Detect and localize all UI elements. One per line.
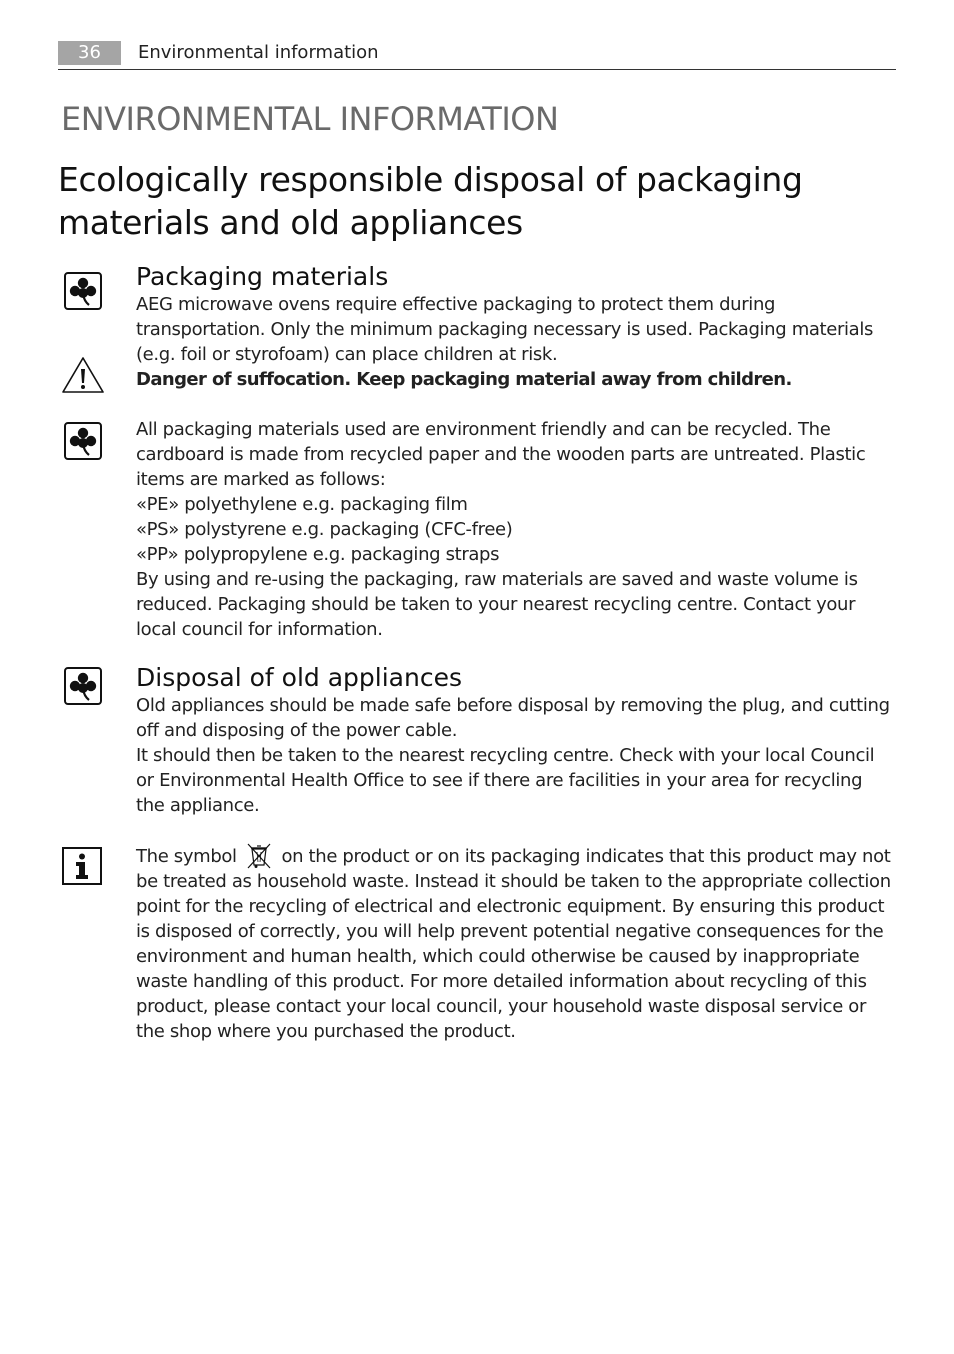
- text-line: It should then be taken to the nearest recycling centre. Check with your local Council: [136, 745, 875, 766]
- text-line: reduced. Packaging should be taken to your nearest recycling centre. Contact your: [136, 594, 856, 615]
- shamrock-recycling-icon: [64, 667, 102, 705]
- text-line: environment and human health, which could otherwise be caused by inappropriate: [136, 946, 860, 967]
- text-line: off and disposing of the power cable.: [136, 720, 458, 741]
- text-line: transportation. Only the minimum packaging necessary is used. Packaging materials: [136, 319, 874, 340]
- text-line: (e.g. foil or styrofoam) can place children at risk.: [136, 344, 558, 365]
- page-title-line-1: Ecologically responsible disposal of packaging: [58, 160, 803, 199]
- text-line: product, please contact your local council, your household waste disposal service or: [136, 996, 867, 1017]
- text-line: is disposed of correctly, you will help prevent potential negative consequences for the: [136, 921, 884, 942]
- disposal-text: [136, 693, 896, 818]
- text-line: the shop where you purchased the product.: [136, 1021, 516, 1042]
- running-title: Environmental information: [138, 42, 379, 63]
- page-title: [58, 158, 888, 244]
- text-line: By using and re-using the packaging, raw materials are saved and waste volume is: [136, 569, 858, 590]
- crossed-out-wheelie-bin-icon: [242, 843, 276, 869]
- text-line: point for the recycling of electrical and electronic equipment. By ensuring this product: [136, 896, 885, 917]
- text-line: cardboard is made from recycled paper and the wooden parts are untreated. Plastic: [136, 444, 866, 465]
- section-title: ENVIRONMENTAL INFORMATION: [61, 100, 559, 138]
- running-header: [58, 40, 896, 70]
- plastic-code-pe: «PE» polyethylene e.g. packaging film: [136, 494, 468, 515]
- text-line: items are marked as follows:: [136, 469, 386, 490]
- text-line: or Environmental Health Office to see if there are facilities in your area for recycling: [136, 770, 863, 791]
- weee-symbol-note: [136, 843, 896, 1044]
- disposal-heading: Disposal of old appliances: [136, 663, 462, 692]
- packaging-intro: [136, 292, 896, 367]
- text-line: Old appliances should be made safe before disposal by removing the plug, and cutting: [136, 695, 890, 716]
- page-title-line-2: materials and old appliances: [58, 203, 523, 242]
- text-line: [136, 843, 896, 869]
- suffocation-warning: Danger of suffocation. Keep packaging material away from children.: [136, 369, 792, 390]
- text-line: local council for information.: [136, 619, 383, 640]
- text-line: All packaging materials used are environment friendly and can be recycled. The: [136, 419, 831, 440]
- text-line: AEG microwave ovens require effective packaging to protect them during: [136, 294, 776, 315]
- page-number: 36: [58, 41, 121, 65]
- text-line: waste handling of this product. For more detailed information about recycling of this: [136, 971, 867, 992]
- symbol-note-start: The symbol: [136, 846, 237, 867]
- text-line: the appliance.: [136, 795, 260, 816]
- information-icon: [62, 847, 102, 885]
- warning-triangle-icon: [61, 356, 105, 394]
- plastic-code-ps: «PS» polystyrene e.g. packaging (CFC-free): [136, 519, 513, 540]
- packaging-recycling-text: [136, 417, 896, 642]
- shamrock-recycling-icon: [64, 272, 102, 310]
- packaging-materials-heading: Packaging materials: [136, 262, 389, 291]
- text-line: be treated as household waste. Instead it should be taken to the appropriate collection: [136, 871, 891, 892]
- shamrock-recycling-icon: [64, 422, 102, 460]
- symbol-note-continued: on the product or on its packaging indicates that this product may not: [281, 846, 891, 867]
- plastic-code-pp: «PP» polypropylene e.g. packaging straps: [136, 544, 500, 565]
